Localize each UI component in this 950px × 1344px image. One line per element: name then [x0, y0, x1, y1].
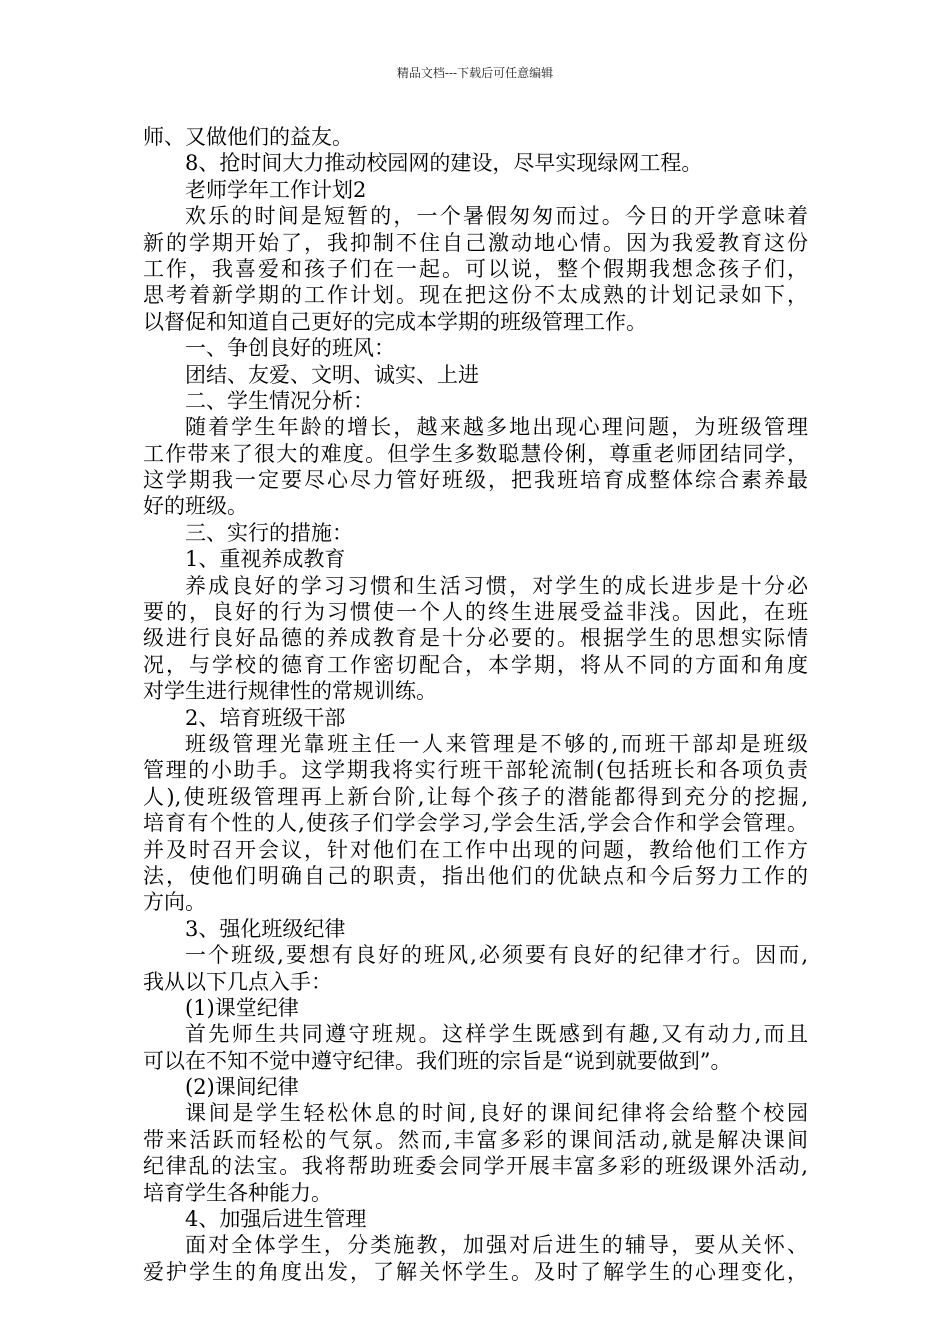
text-line: 三、实行的措施：: [185, 520, 353, 545]
text-line: 一个班级,要想有良好的班风,必须要有良好的纪律才行。因而,: [185, 943, 808, 968]
text-line: 培育学生各种能力。: [143, 1180, 332, 1205]
text-line: 2、培育班级干部: [185, 705, 346, 730]
text-line: 对学生进行规律性的常规训练。: [143, 679, 437, 704]
text-line: 以督促和知道自己更好的完成本学期的班级管理工作。: [143, 309, 647, 334]
text-line: 这学期我一定要尽心尽力管好班级，把我班培育成整体综合素养最: [143, 468, 808, 493]
text-line: 可以在不知不觉中遵守纪律。我们班的宗旨是“说到就要做到”。: [143, 1048, 732, 1073]
text-line: 并及时召开会议，针对他们在工作中出现的问题，教给他们工作方: [143, 837, 808, 862]
text-line: 养成良好的学习习惯和生活习惯，对学生的成长进步是十分必: [185, 573, 808, 598]
document-body: [143, 124, 808, 1285]
text-line: 班级管理光靠班主任一人来管理是不够的,而班干部却是班级: [185, 731, 808, 756]
text-line: 要的，良好的行为习惯使一个人的终生进展受益非浅。因此，在班: [143, 600, 808, 625]
text-line: 4、加强后进生管理: [185, 1207, 367, 1232]
text-line: 况，与学校的德育工作密切配合，本学期，将从不同的方面和角度: [143, 652, 808, 677]
text-line: 我从以下几点入手：: [143, 969, 332, 994]
text-line: 师、又做他们的益友。: [143, 125, 353, 149]
text-line: 团结、友爱、文明、诚实、上进: [185, 362, 479, 387]
text-line: 8、抢时间大力推动校园网的建设，尽早实现绿网工程。: [185, 151, 703, 176]
text-line: 级进行良好品德的养成教育是十分必要的。根据学生的思想实际情: [143, 626, 808, 651]
text-line: 3、强化班级纪律: [185, 916, 346, 941]
text-line: 新的学期开始了，我抑制不住自己激动地心情。因为我爱教育这份: [143, 230, 808, 255]
text-line: 面对全体学生，分类施教，加强对后进生的辅导，要从关怀、: [185, 1233, 808, 1258]
text-line: 1、重视养成教育: [185, 547, 346, 572]
text-line: 二、学生情况分析：: [185, 388, 374, 413]
text-line: (1)课堂纪律: [185, 995, 299, 1020]
text-line: 首先师生共同遵守班规。这样学生既感到有趣,又有动力,而且: [185, 1022, 808, 1047]
text-line: 人),使班级管理再上新台阶,让每个孩子的潜能都得到充分的挖掘,: [143, 784, 808, 809]
text-line: 课间是学生轻松休息的时间,良好的课间纪律将会给整个校园: [185, 1101, 808, 1126]
text-line: (2)课间纪律: [185, 1075, 299, 1100]
page-header: 精品文档---下载后可任意编辑: [396, 66, 554, 80]
text-line: 好的班级。: [143, 494, 248, 519]
text-line: 老师学年工作计划2: [185, 177, 367, 202]
text-line: 方向。: [143, 890, 206, 915]
text-line: 工作，我喜爱和孩子们在一起。可以说，整个假期我想念孩子们，: [143, 256, 808, 281]
text-line: 随着学生年龄的增长，越来越多地出现心理问题，为班级管理: [185, 415, 808, 440]
text-line: 纪律乱的法宝。我将帮助班委会同学开展丰富多彩的班级课外活动,: [143, 1154, 808, 1179]
text-line: 思考着新学期的工作计划。现在把这份不太成熟的计划记录如下，: [143, 283, 808, 308]
text-line: 工作带来了很大的难度。但学生多数聪慧伶俐，尊重老师团结同学，: [143, 441, 808, 466]
text-line: 欢乐的时间是短暂的，一个暑假匆匆而过。今日的开学意味着: [185, 204, 808, 229]
text-line: 一、争创良好的班风：: [185, 336, 395, 361]
text-line: 法，使他们明确自己的职责，指出他们的优缺点和今后努力工作的: [143, 863, 808, 888]
text-line: 爱护学生的角度出发，了解关怀学生。及时了解学生的心理变化，: [143, 1259, 808, 1284]
text-line: 带来活跃而轻松的气氛。然而,丰富多彩的课间活动,就是解决课间: [143, 1127, 808, 1152]
text-line: 培育有个性的人,使孩子们学会学习,学会生活,学会合作和学会管理。: [143, 811, 808, 836]
text-line: 管理的小助手。这学期我将实行班干部轮流制(包括班长和各项负责: [143, 758, 808, 783]
